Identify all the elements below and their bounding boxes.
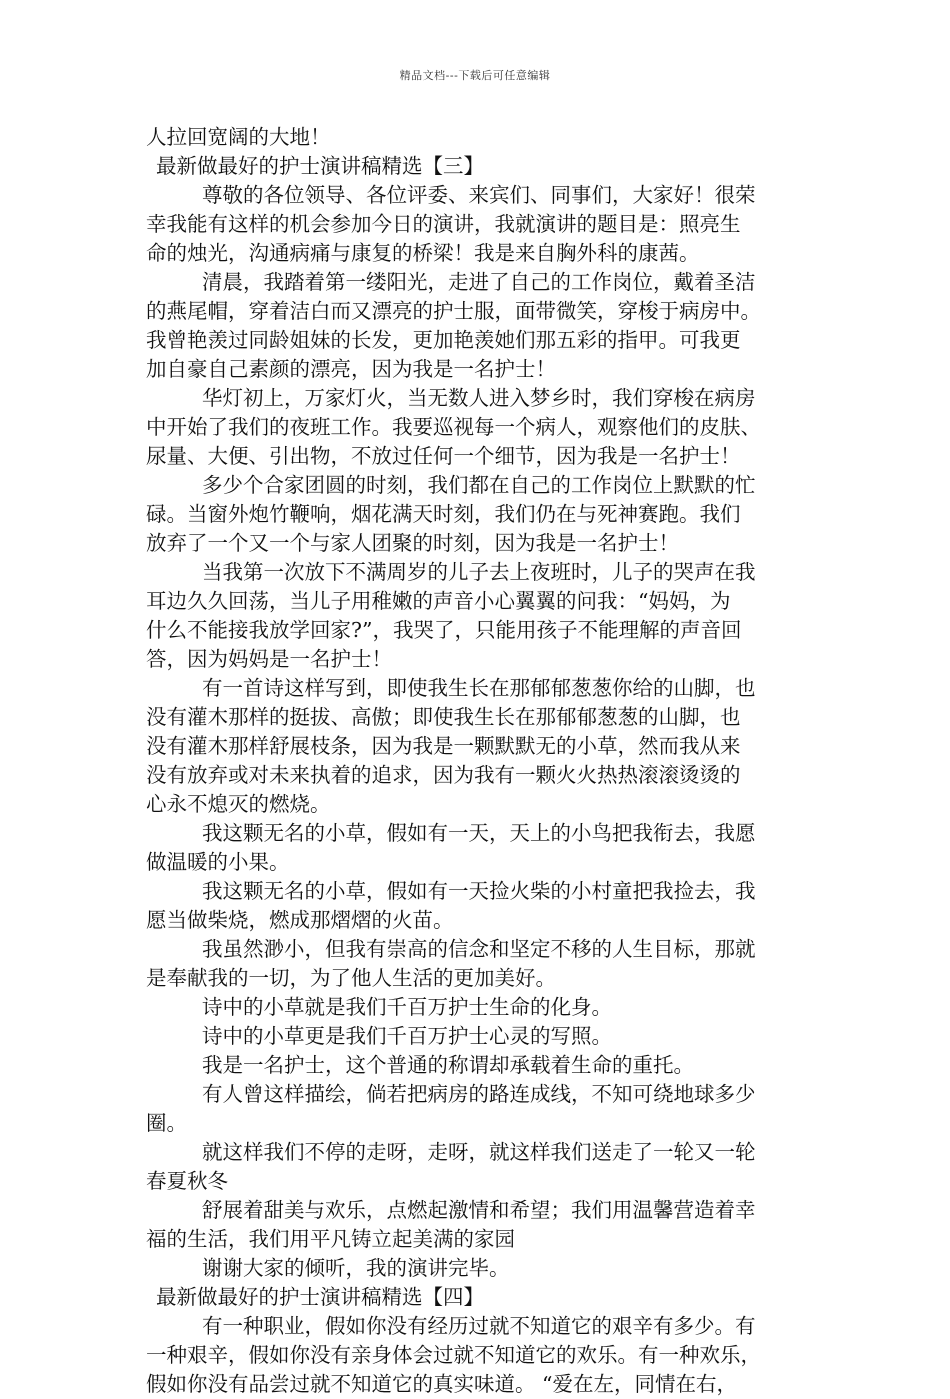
section-heading: 最新做最好的护士演讲稿精选【三】	[156, 154, 484, 178]
text-line: 清晨，我踏着第一缕阳光，走进了自己的工作岗位，戴着圣洁	[202, 270, 756, 294]
text-line: 假如你没有品尝过就不知道它的真实味道。 “爱在左，同情在右，	[146, 1372, 737, 1396]
text-line: 春夏秋冬	[146, 1169, 228, 1193]
text-line: 没有放弃或对未来执着的追求，因为我有一颗火火热热滚滚烫烫的	[146, 763, 741, 787]
text-line: 幸我能有这样的机会参加今日的演讲，我就演讲的题目是：照亮生	[146, 212, 741, 236]
text-line: 诗中的小草就是我们千百万护士生命的化身。	[202, 995, 612, 1019]
text-line: 福的生活，我们用平凡铸立起美满的家园	[146, 1227, 515, 1251]
text-line: 华灯初上，万家灯火，当无数人进入梦乡时，我们穿梭在病房	[202, 386, 756, 410]
text-line: 是奉献我的一切，为了他人生活的更加美好。	[146, 966, 556, 990]
text-line: 尿量、大便、引出物，不放过任何一个细节，因为我是一名护士！	[146, 444, 741, 468]
text-line: 就这样我们不停的走呀，走呀，就这样我们送走了一轮又一轮	[202, 1140, 756, 1164]
text-line: 愿当做柴烧，燃成那熠熠的火苗。	[146, 908, 454, 932]
text-line: 加自豪自己素颜的漂亮，因为我是一名护士！	[146, 357, 556, 381]
text-line: 有一首诗这样写到，即使我生长在那郁郁葱葱你给的山脚，也	[202, 676, 756, 700]
text-line: 当我第一次放下不满周岁的儿子去上夜班时，儿子的哭声在我	[202, 560, 756, 584]
text-line: 有人曾这样描绘，倘若把病房的路连成线，不知可绕地球多少	[202, 1082, 756, 1106]
text-line: 舒展着甜美与欢乐，点燃起激情和希望；我们用温馨营造着幸	[202, 1198, 756, 1222]
text-line: 圈。	[146, 1111, 187, 1135]
document-body	[146, 123, 816, 1399]
text-line: 我曾艳羡过同龄姐妹的长发，更加艳羡她们那五彩的指甲。可我更	[146, 328, 741, 352]
text-line: 碌。当窗外炮竹鞭响，烟花满天时刻，我们仍在与死神赛跑。我们	[146, 502, 741, 526]
text-line: 谢谢大家的倾听，我的演讲完毕。	[202, 1256, 510, 1280]
text-line: 做温暖的小果。	[146, 850, 290, 874]
text-line: 我是一名护士，这个普通的称谓却承载着生命的重托。	[202, 1053, 694, 1077]
text-line: 心永不熄灭的燃烧。	[146, 792, 331, 816]
text-line: 诗中的小草更是我们千百万护士心灵的写照。	[202, 1024, 612, 1048]
text-line: 尊敬的各位领导、各位评委、来宾们、同事们，大家好！很荣	[202, 183, 756, 207]
text-line: 我这颗无名的小草，假如有一天捡火柴的小村童把我捡去，我	[202, 879, 756, 903]
text-line: 一种艰辛，假如你没有亲身体会过就不知道它的欢乐。有一种欢乐，	[146, 1343, 761, 1367]
section-heading: 最新做最好的护士演讲稿精选【四】	[156, 1285, 484, 1309]
text-line: 有一种职业，假如你没有经历过就不知道它的艰辛有多少。有	[202, 1314, 756, 1338]
text-line: 没有灌木那样的挺拔、高傲；即使我生长在那郁郁葱葱的山脚，也	[146, 705, 741, 729]
page-header: 精品文档---下载后可任意编辑	[399, 69, 551, 82]
text-line: 人拉回宽阔的大地！	[146, 125, 331, 149]
text-line: 我虽然渺小，但我有崇高的信念和坚定不移的人生目标，那就	[202, 937, 756, 961]
text-line: 命的烛光，沟通病痛与康复的桥梁！我是来自胸外科的康茜。	[146, 241, 700, 265]
text-line: 没有灌木那样舒展枝条，因为我是一颗默默无的小草，然而我从来	[146, 734, 741, 758]
text-line: 什么不能接我放学回家?”，我哭了，只能用孩子不能理解的声音回	[146, 618, 742, 642]
text-line: 的燕尾帽，穿着洁白而又漂亮的护士服，面带微笑，穿梭于病房中。	[146, 299, 761, 323]
text-line: 耳边久久回荡，当儿子用稚嫩的声音小心翼翼的问我：“妈妈，为	[146, 589, 731, 613]
text-line: 放弃了一个又一个与家人团聚的时刻，因为我是一名护士！	[146, 531, 679, 555]
text-line: 答，因为妈妈是一名护士！	[146, 647, 392, 671]
text-line: 多少个合家团圆的时刻，我们都在自己的工作岗位上默默的忙	[202, 473, 756, 497]
text-line: 我这颗无名的小草，假如有一天，天上的小鸟把我衔去，我愿	[202, 821, 756, 845]
text-line: 中开始了我们的夜班工作。我要巡视每一个病人，观察他们的皮肤、	[146, 415, 761, 439]
